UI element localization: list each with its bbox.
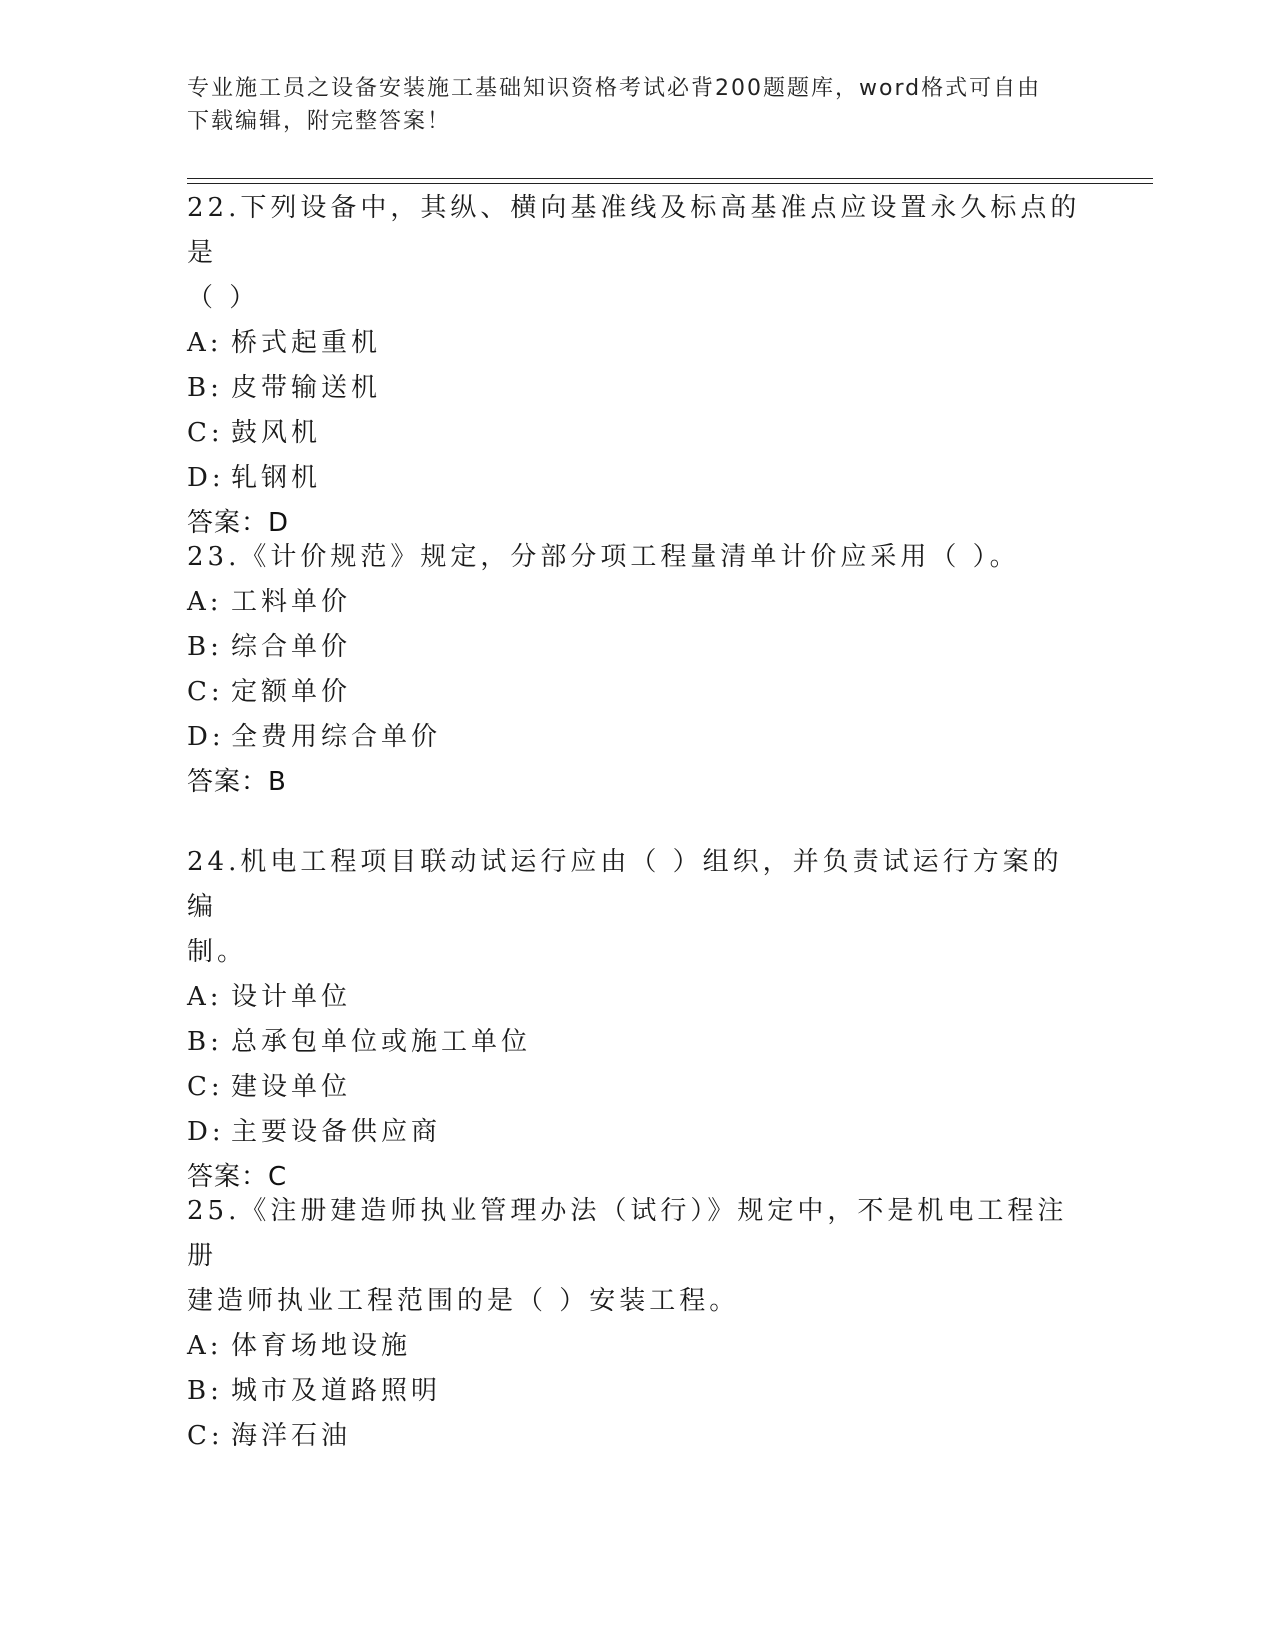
question-stem-line-2: 制。 — [187, 937, 248, 967]
option-b — [187, 625, 1087, 670]
question-stem-line-2: （ ） — [187, 283, 260, 313]
option-b — [187, 1369, 1087, 1414]
option-text: 轧钢机 — [231, 463, 322, 493]
option-text: 皮带输送机 — [231, 373, 382, 403]
option-text: 海洋石油 — [231, 1421, 352, 1451]
option-letter: B: — [187, 1376, 223, 1406]
option-letter: B: — [187, 373, 223, 403]
question-24 — [187, 840, 1087, 1200]
option-a — [187, 321, 1087, 366]
option-letter: A: — [187, 328, 223, 358]
option-d — [187, 1110, 1087, 1155]
header-divider-top — [187, 178, 1153, 179]
option-text: 定额单价 — [231, 677, 352, 707]
option-letter: A: — [187, 982, 223, 1012]
option-b — [187, 1020, 1087, 1065]
option-text: 体育场地设施 — [231, 1331, 412, 1361]
option-letter: C: — [187, 418, 224, 448]
option-a — [187, 580, 1087, 625]
question-stem-line-1: 22.下列设备中，其纵、横向基准线及标高基准点应设置永久标点的是 — [187, 193, 1081, 268]
option-letter: C: — [187, 677, 224, 707]
option-text: 工料单价 — [231, 587, 352, 617]
question-stem-line-1: 25.《注册建造师执业管理办法（试行）》规定中，不是机电工程注册 — [187, 1196, 1068, 1271]
header-line-2: 下载编辑，附完整答案！ — [187, 109, 452, 134]
option-c — [187, 1065, 1087, 1110]
answer-label: 答案：D — [187, 508, 290, 538]
option-text: 全费用综合单价 — [231, 722, 442, 752]
option-d — [187, 456, 1087, 501]
option-letter: A: — [187, 587, 223, 617]
question-stem-line-1: 24.机电工程项目联动试运行应由（ ）组织，并负责试运行方案的编 — [187, 847, 1063, 922]
question-25 — [187, 1189, 1087, 1459]
option-letter: D: — [187, 722, 225, 752]
option-text: 设计单位 — [231, 982, 352, 1012]
option-text: 鼓风机 — [231, 418, 322, 448]
option-a — [187, 1324, 1087, 1369]
option-letter: C: — [187, 1072, 224, 1102]
option-text: 桥式起重机 — [231, 328, 382, 358]
option-c — [187, 1414, 1087, 1459]
document-header — [187, 72, 1067, 138]
option-letter: C: — [187, 1421, 224, 1451]
option-c — [187, 411, 1087, 456]
question-stem-line-2: 建造师执业工程范围的是（ ）安装工程。 — [187, 1286, 740, 1316]
answer-label: 答案：C — [187, 1162, 288, 1192]
option-d — [187, 715, 1087, 760]
option-letter: D: — [187, 1117, 225, 1147]
option-text: 主要设备供应商 — [231, 1117, 442, 1147]
option-text: 建设单位 — [231, 1072, 352, 1102]
option-text: 综合单价 — [231, 632, 352, 662]
header-line-1: 专业施工员之设备安装施工基础知识资格考试必背200题题库，word格式可自由 — [187, 76, 1042, 101]
question-22 — [187, 186, 1087, 546]
option-text: 总承包单位或施工单位 — [231, 1027, 532, 1057]
question-stem-line-1: 23.《计价规范》规定，分部分项工程量清单计价应采用（ ）。 — [187, 542, 1020, 572]
option-c — [187, 670, 1087, 715]
option-text: 城市及道路照明 — [231, 1376, 442, 1406]
option-letter: B: — [187, 1027, 223, 1057]
option-a — [187, 975, 1087, 1020]
option-letter: D: — [187, 463, 225, 493]
question-23 — [187, 535, 1087, 805]
option-b — [187, 366, 1087, 411]
answer-label: 答案：B — [187, 767, 287, 797]
option-letter: B: — [187, 632, 223, 662]
option-letter: A: — [187, 1331, 223, 1361]
header-divider-bottom — [187, 183, 1153, 184]
